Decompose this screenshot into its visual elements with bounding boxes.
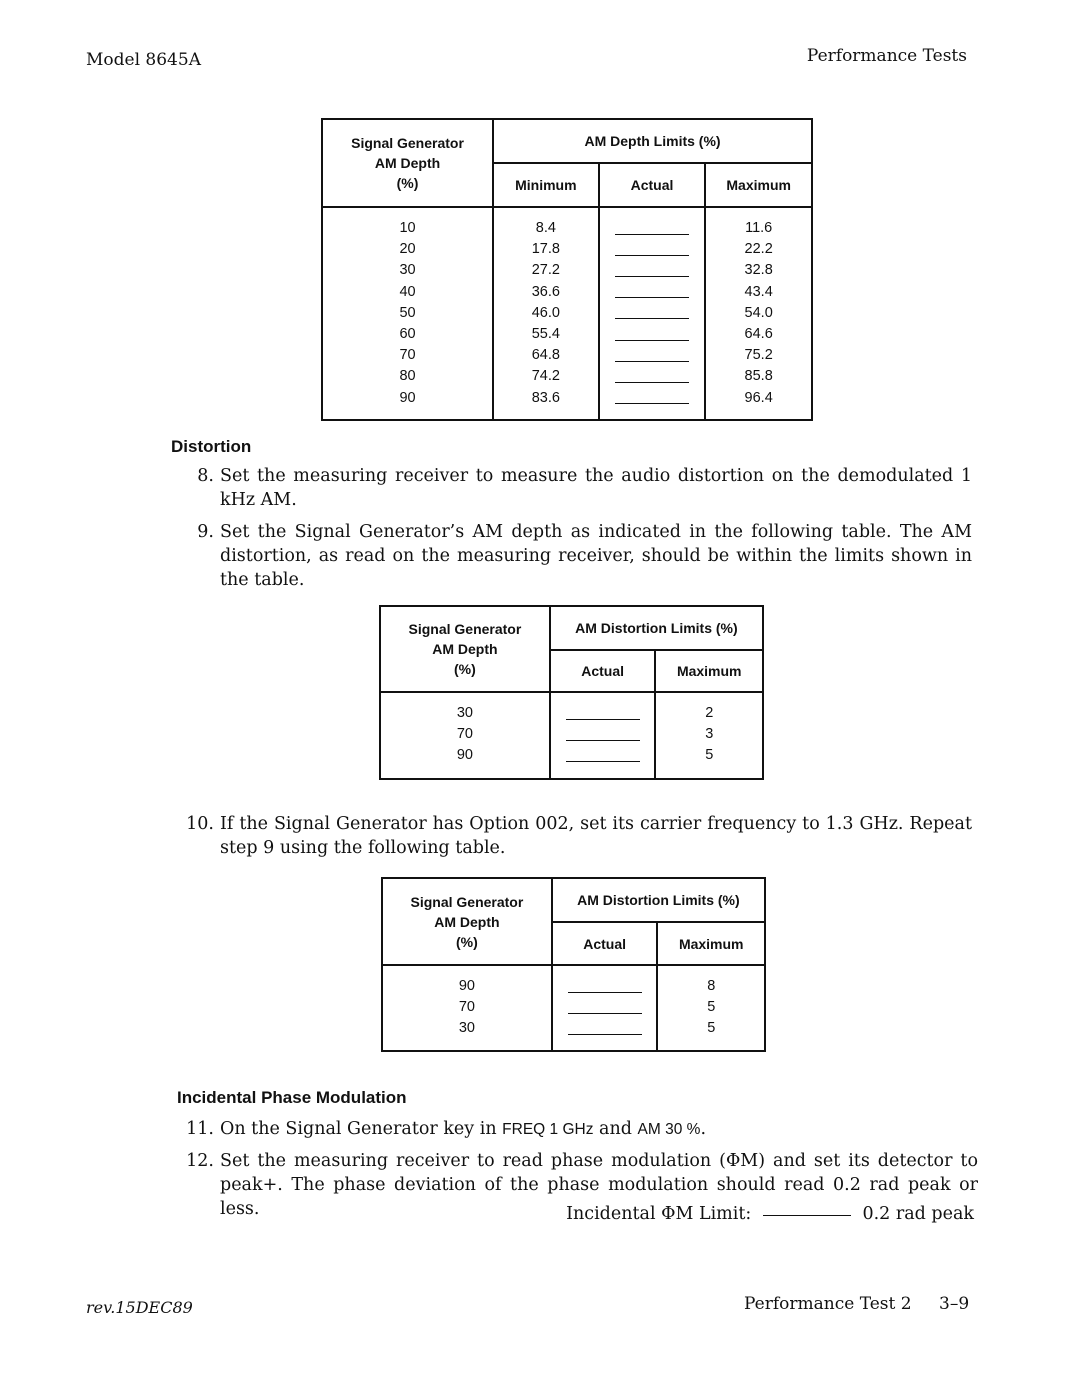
actual-blank-column[interactable] — [553, 976, 657, 1040]
maximum-column: 8 5 5 — [707, 978, 716, 1037]
footer-section: Performance Test 2 — [744, 1294, 912, 1314]
depth-column: 30 70 90 — [456, 705, 473, 764]
incidental-pm-limit — [566, 1202, 974, 1226]
step-10: 10. If the Signal Generator has Option 002, set its carrier frequency to 1.3 GHz. Repeat step 9 using the following table. — [186, 814, 972, 858]
group-header-am-depth-limits: AM Depth Limits (%) — [493, 119, 812, 163]
limit-blank[interactable] — [763, 1215, 851, 1216]
am-depth-limits-table — [321, 118, 813, 421]
depth-column: 90 70 30 — [458, 978, 475, 1037]
col-header-signal-generator: Signal Generator AM Depth (%) — [322, 119, 493, 207]
col-header-actual: Actual — [599, 163, 706, 207]
limit-label: Incidental ΦM Limit: — [566, 1204, 752, 1224]
col-header-signal-generator: Signal Generator AM Depth (%) — [382, 878, 552, 965]
key-freq: FREQ 1 GHz — [502, 1121, 594, 1138]
step-11: 11. On the Signal Generator key in FREQ 1 GHz and AM 30 %. — [186, 1119, 707, 1139]
col-header-minimum: Minimum — [493, 163, 599, 207]
group-header-am-distortion-limits: AM Distortion Limits (%) — [550, 606, 763, 650]
key-am: AM 30 % — [637, 1121, 701, 1138]
col-header-maximum: Maximum — [655, 650, 763, 692]
section-title-incidental-phase-modulation: Incidental Phase Modulation — [177, 1088, 407, 1107]
col-header-actual: Actual — [550, 650, 656, 692]
section-title-distortion: Distortion — [171, 437, 252, 456]
col-header-maximum: Maximum — [705, 163, 812, 207]
col-header-maximum: Maximum — [657, 922, 765, 965]
footer-revision: rev.15DEC89 — [86, 1298, 193, 1317]
step-12: 12. Set the measuring receiver to read phase modulation (ΦM) and set its detector to peak+. The phase deviation of the phase modulation should read 0.2 rad peak or less. — [186, 1151, 978, 1219]
minimum-column: 8.4 17.8 27.2 36.6 46.0 55.4 64.8 74.2 83.6 — [531, 220, 560, 406]
header-section: Performance Tests — [806, 46, 967, 66]
actual-blank-column[interactable] — [600, 218, 705, 409]
footer-page-number: 3–9 — [939, 1294, 970, 1314]
header-model: Model 8645A — [86, 50, 201, 70]
maximum-column: 2 3 5 — [705, 705, 714, 764]
limit-value: 0.2 rad peak — [862, 1204, 974, 1224]
col-header-signal-generator: Signal Generator AM Depth (%) — [380, 606, 550, 692]
maximum-column: 11.6 22.2 32.8 43.4 54.0 64.6 75.2 85.8 96.4 — [744, 220, 773, 406]
group-header-am-distortion-limits: AM Distortion Limits (%) — [552, 878, 765, 922]
col-header-actual: Actual — [552, 922, 658, 965]
step-9: 9. Set the Signal Generator’s AM depth as indicated in the following table. The AM distortion, as read on the measuring receiver, should be within the limits shown in the table. — [197, 522, 972, 590]
am-distortion-limits-table-option-002 — [381, 877, 766, 1052]
depth-column: 10 20 30 40 50 60 70 80 90 — [399, 220, 416, 406]
actual-blank-column[interactable] — [551, 703, 655, 767]
am-distortion-limits-table — [379, 605, 764, 780]
step-8: 8. Set the measuring receiver to measure the audio distortion on the demodulated 1 kHz AM. — [197, 466, 972, 510]
